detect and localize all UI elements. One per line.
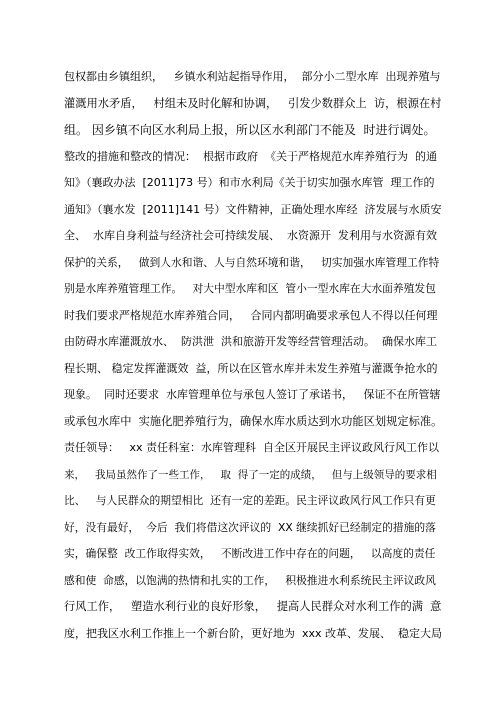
text-line: 保护的关系， 做到人水和谐、人与自然环境和谐， 切实加强水库管理工作特 [64, 255, 440, 269]
text-line: 度，把我区水利工作推上一个新台阶，更好地为 xxx 改革、发展、 稳定大局 [64, 626, 442, 640]
text-line: 整改的措施和整改的情况： 根据市政府 《关于严格规范水库养殖行为 的通 [64, 149, 437, 163]
text-line: 感和使 命感，以饱满的热情和扎实的工作， 积极推进水利系统民主评议政风 [64, 573, 436, 587]
text-line: 实，确保整 改工作取得实效， 不断改进工作中存在的问题， 以高度的责任 [64, 547, 436, 560]
text-line: 好，没有最好， 今后 我们将借这次评议的 XX 继续抓好已经制定的措施的落 [64, 520, 436, 534]
text-line: 包权都由乡镇组织， 乡镇水利站起指导作用， 部分小二型水库 出现养殖与 [64, 70, 441, 83]
text-line: 现象。 同时还要求 水库管理单位与承包人签订了承诺书， 保证不在所管辖 [64, 388, 441, 401]
text-line: 知》（襄政办法 [2011]73 号）和市水利局《关于切实加强水库管 理工作的 [64, 176, 435, 189]
text-line: 时我们要求严格规范水库养殖合同， 合同内都明确要求承包人不得以任何理 [64, 308, 438, 322]
text-line: 由防碍水库灌溉放水、 防洪泄 洪和旅游开发等经营管理活动。 确保水库工 [64, 335, 437, 348]
text-line: 责任领导： xx 责任科室：水库管理科 自全区开展民主评议政风行风工作以 [64, 441, 439, 454]
text-line: 组。 因乡镇不向区水利局上报，所以区水利部门不能及 时进行调处。 [64, 123, 436, 137]
text-line: 或承包水库中 实施化肥养殖行为，确保水库水质达到水功能区划规定标准。 [64, 414, 442, 428]
text-line: 来， 我局虽然作了一些工作， 取 得了一定的成绩， 但与上级领导的要求相 [64, 468, 437, 481]
text-line: 通知》（襄水发 [2011]141 号）文件精神，正确处理水库经 济发展与水质安 [64, 202, 442, 216]
text-line: 灌溉用水矛盾， 村组未及时化解和协调， 引发少数群众上 访，根源在村 [64, 96, 442, 110]
text-line: 行风工作， 塑造水利行业的良好形象， 提高人民群众对水利工作的满 意 [64, 600, 442, 613]
text-line: 程长期、 稳定发挥灌溉效 益，所以在区管水库并未发生养殖与灌溉争抢水的 [64, 361, 438, 375]
text-line: 别是水库养殖管理工作。 对大中型水库和区 管小一型水库在大水面养殖发包 [64, 282, 436, 295]
text-line: 比、 与人民群众的期望相比 还有一定的差距。民主评议政风行风工作只有更 [64, 494, 436, 507]
body-text [64, 64, 442, 647]
text-line: 全、 水库自身利益与经济社会可持续发展、 水资源开 发利用与水资源有效 [64, 229, 437, 242]
